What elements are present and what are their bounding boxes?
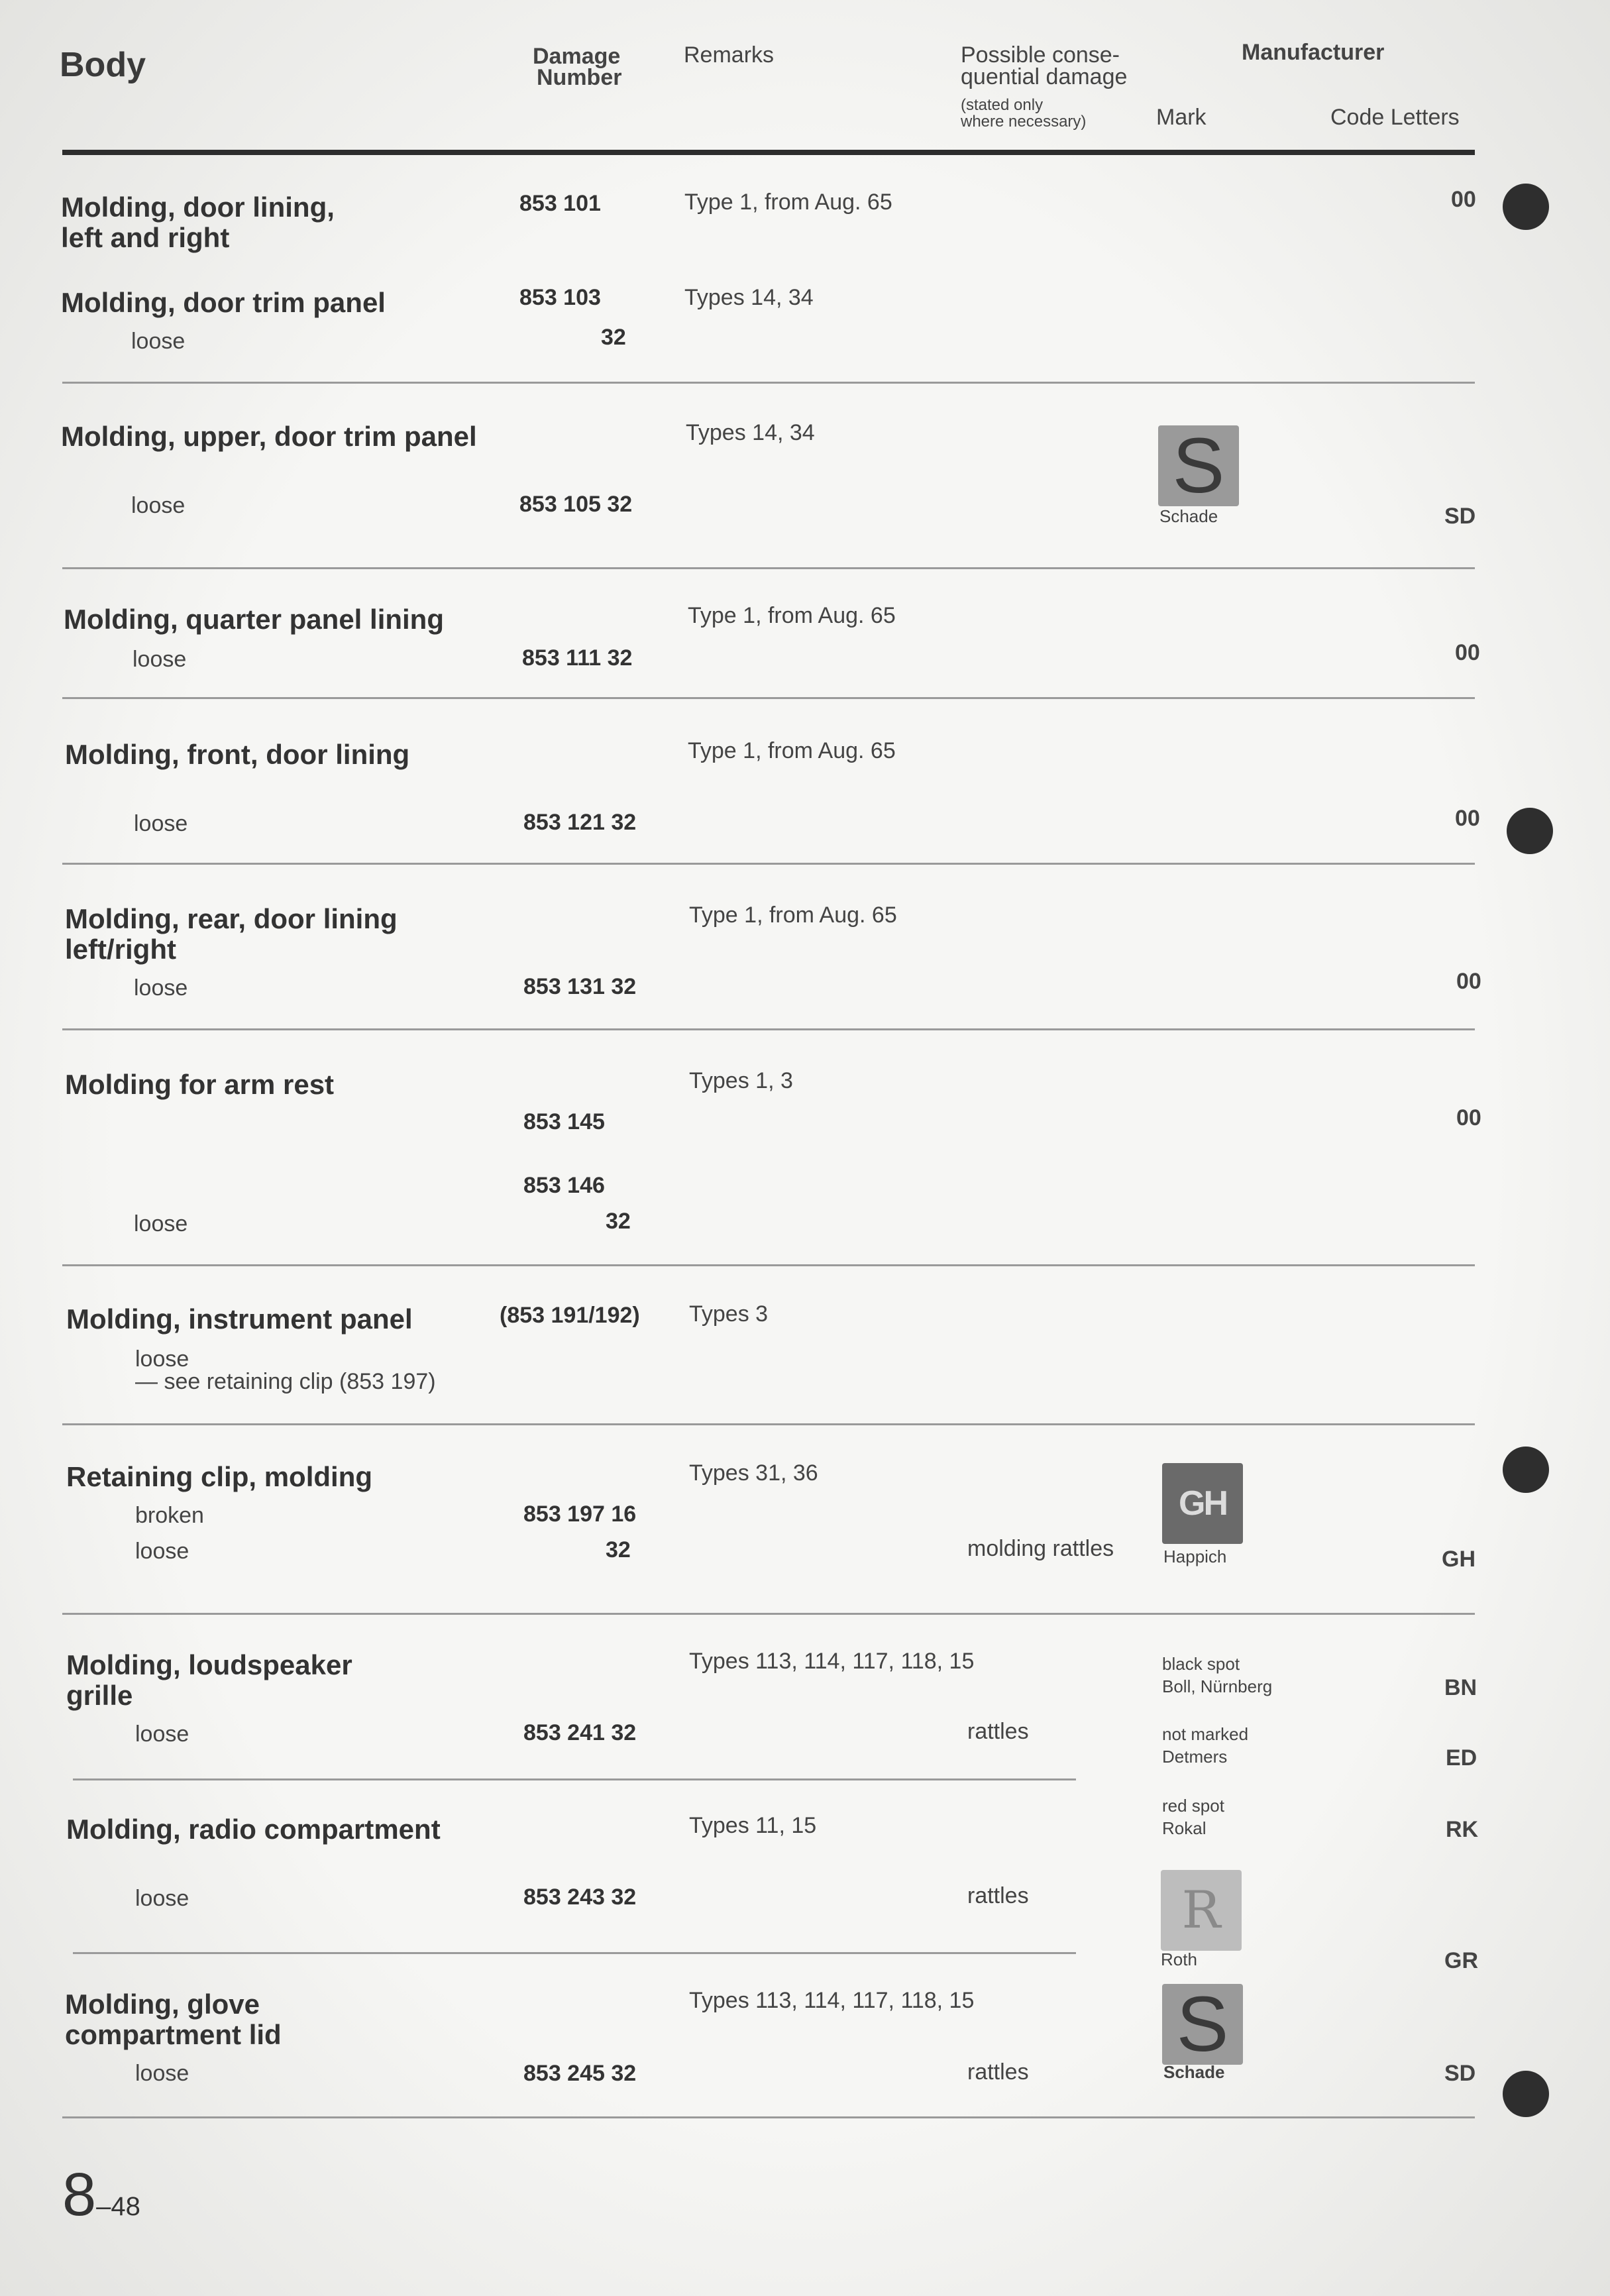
header-rule <box>62 150 1475 155</box>
item-name: Molding for arm rest <box>65 1069 335 1100</box>
damage-number: 853 105 32 <box>519 492 633 517</box>
damage-number: 853 145 <box>523 1109 605 1134</box>
item-name: grille <box>66 1680 133 1711</box>
damage-number-header-2: Number <box>537 65 622 90</box>
item-name: compartment lid <box>65 2019 282 2050</box>
damage-number-sub: 32 <box>606 1209 631 1234</box>
item-sub: loose <box>134 975 188 1001</box>
manufacturer-mark: Schade <box>1159 506 1218 526</box>
damage-number: 853 146 <box>523 1173 605 1198</box>
row-divider <box>73 1952 1076 1954</box>
code-letters: SD <box>1444 504 1476 529</box>
item-sub: broken <box>135 1503 204 1528</box>
schade-logo-letter: S <box>1172 425 1225 506</box>
punch-hole <box>1503 184 1549 230</box>
consequential-damage: rattles <box>967 1883 1029 1908</box>
schade-logo-letter: S <box>1176 1984 1229 2065</box>
damage-number-sub: 32 <box>606 1537 631 1562</box>
page-number <box>62 2160 140 2230</box>
row-divider <box>62 2116 1475 2118</box>
item-name: Molding, rear, door lining <box>65 903 398 934</box>
remarks: Types 14, 34 <box>684 285 814 310</box>
schade-logo <box>1162 1984 1243 2065</box>
code-letters: 00 <box>1456 969 1481 994</box>
item-name: left and right <box>61 222 230 253</box>
damage-number: 853 131 32 <box>523 974 637 999</box>
item-name: Molding, upper, door trim panel <box>61 421 477 452</box>
consequential-damage: molding rattles <box>967 1536 1114 1561</box>
item-sub: loose <box>135 1539 189 1564</box>
item-sub: loose <box>131 493 186 518</box>
item-name: Retaining clip, molding <box>66 1461 372 1492</box>
row-divider <box>62 567 1475 569</box>
remarks: Types 31, 36 <box>689 1460 818 1486</box>
code-letters: 00 <box>1456 1105 1481 1130</box>
item-name: Molding, door trim panel <box>61 287 386 318</box>
page-number-major: 8 <box>62 2161 97 2228</box>
manufacturer-mark: Roth <box>1161 1949 1197 1969</box>
manufacturer-mark: Boll, Nürnberg <box>1162 1676 1273 1696</box>
manufacturer-mark: Schade <box>1163 2062 1225 2082</box>
mark-note: red spot <box>1162 1796 1224 1816</box>
item-sub: loose <box>134 1211 188 1236</box>
damage-number: (853 191/192) <box>500 1303 640 1328</box>
remarks: Types 1, 3 <box>689 1068 793 1093</box>
manufacturer-mark: Happich <box>1163 1547 1227 1566</box>
page-number-minor: –48 <box>96 2192 140 2221</box>
consequential-header-1: Possible conse- <box>961 42 1120 68</box>
row-divider <box>62 1028 1475 1030</box>
code-letters: RK <box>1446 1817 1479 1842</box>
remarks: Types 113, 114, 117, 118, 15 <box>689 1649 975 1674</box>
remarks: Type 1, from Aug. 65 <box>684 190 892 215</box>
item-sub: loose <box>133 647 187 672</box>
mark-header: Mark <box>1156 105 1207 130</box>
code-letters: GR <box>1444 1948 1478 1973</box>
remarks: Types 113, 114, 117, 118, 15 <box>689 1988 975 2013</box>
punch-hole <box>1507 808 1553 854</box>
item-name: Molding, door lining, <box>61 191 335 223</box>
damage-number: 853 241 32 <box>523 1720 637 1745</box>
damage-number: 853 121 32 <box>523 810 637 835</box>
row-divider <box>62 382 1475 384</box>
punch-hole <box>1503 2071 1549 2117</box>
item-sub: loose <box>135 2061 189 2086</box>
remarks: Types 11, 15 <box>689 1813 817 1838</box>
item-name: Molding, loudspeaker <box>66 1649 352 1680</box>
mark-note: not marked <box>1162 1724 1249 1744</box>
consequential-note-1: (stated only <box>961 96 1044 114</box>
row-divider <box>62 1613 1475 1615</box>
remarks: Type 1, from Aug. 65 <box>689 902 897 928</box>
consequential-damage: rattles <box>967 2059 1029 2085</box>
item-name: Molding, instrument panel <box>66 1303 413 1335</box>
damage-number: 853 243 32 <box>523 1885 637 1910</box>
roth-logo <box>1161 1870 1242 1951</box>
happich-logo-letters: GH <box>1179 1484 1226 1523</box>
item-sub: loose <box>134 811 188 836</box>
code-letters: SD <box>1444 2061 1476 2086</box>
consequential-note-2: where necessary) <box>961 113 1087 131</box>
damage-number-sub: 32 <box>601 325 626 350</box>
punch-hole <box>1503 1447 1549 1493</box>
code-letters: 00 <box>1455 640 1480 665</box>
code-letters: 00 <box>1455 806 1480 831</box>
item-sub: loose <box>131 329 186 354</box>
section-title: Body <box>60 46 146 84</box>
remarks: Types 14, 34 <box>686 420 815 445</box>
remarks-header: Remarks <box>684 42 775 68</box>
consequential-damage: rattles <box>967 1719 1029 1744</box>
damage-number: 853 111 32 <box>522 645 633 671</box>
row-divider <box>62 863 1475 865</box>
code-letters: 00 <box>1451 187 1476 212</box>
damage-number: 853 245 32 <box>523 2061 637 2086</box>
item-sub: loose <box>135 1886 189 1911</box>
damage-number: 853 197 16 <box>523 1502 637 1527</box>
damage-number: 853 103 <box>519 285 601 310</box>
manufacturer-header: Manufacturer <box>1242 40 1385 65</box>
item-name: Molding, radio compartment <box>66 1814 441 1845</box>
manufacturer-mark: Detmers <box>1162 1747 1228 1767</box>
remarks: Types 3 <box>689 1301 769 1327</box>
code-letters: BN <box>1444 1675 1477 1700</box>
item-sub: loose <box>135 1722 189 1747</box>
row-divider <box>73 1778 1076 1780</box>
row-divider <box>62 697 1475 699</box>
item-name: Molding, front, door lining <box>65 739 410 770</box>
manufacturer-mark: Rokal <box>1162 1818 1207 1838</box>
code-letters: ED <box>1446 1745 1477 1771</box>
mark-note: black spot <box>1162 1654 1240 1674</box>
consequential-header-2: quential damage <box>961 64 1128 89</box>
happich-logo <box>1162 1463 1243 1544</box>
remarks: Type 1, from Aug. 65 <box>688 603 896 628</box>
damage-number-header-1: Damage <box>533 44 621 69</box>
item-name: left/right <box>65 934 176 965</box>
row-divider <box>62 1264 1475 1266</box>
roth-logo-letter: R <box>1181 1881 1221 1940</box>
schade-logo <box>1158 425 1239 506</box>
item-name: Molding, quarter panel lining <box>64 604 444 635</box>
code-letters-header: Code Letters <box>1330 105 1460 130</box>
damage-number: 853 101 <box>519 191 601 216</box>
item-sub: — see retaining clip (853 197) <box>135 1369 436 1394</box>
remarks: Type 1, from Aug. 65 <box>688 738 896 763</box>
item-name: Molding, glove <box>65 1989 260 2020</box>
code-letters: GH <box>1442 1547 1476 1572</box>
item-sub: loose <box>135 1346 189 1372</box>
row-divider <box>62 1423 1475 1425</box>
